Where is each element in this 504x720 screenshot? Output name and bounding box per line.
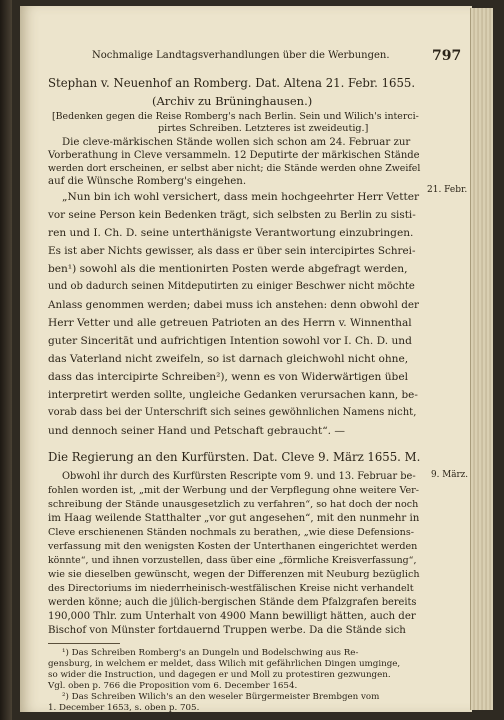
book-spine-shadow [0,0,12,720]
section2-line: fohlen worden ist, „mit der Werbung und der Verpflegung ohne weitere Ver- [48,485,420,496]
section1-note-line: pirtes Schreiben. Letzteres ist zweideutig.] [158,123,369,134]
section1-subtitle: (Archiv zu Brüninghausen.) [152,94,313,108]
section2-line: 190,000 Thlr. zum Unterhalt von 4900 Mann bewilligt hätten, auch der [48,611,416,622]
section2-title: Die Regierung an den Kurfürsten. Dat. Cleve 9. März 1655. M. [48,450,421,464]
letter-line: das Vaterland nicht zweifeln, so ist darnach gleichwohl nicht ohne, [48,353,409,365]
page-number: 797 [432,48,462,64]
page-edges [470,8,493,710]
letter-line: dass das intercipirte Schreiben²), wenn es von Widerwärtigen übel [48,371,408,383]
footnote-divider [48,643,120,644]
section2-line: im Haag weilende Statthalter „vor gut angesehen“, mit den nunmehr in [48,513,420,524]
section2-line: verfassung mit den wenigsten Kosten der Unterthanen eingerichtet werden [48,541,418,552]
letter-line: Anlass genommen werden; dabei muss ich anstehen: denn obwohl der [48,299,420,311]
section1-intro-line: auf die Wünsche Romberg's eingehen. [48,176,247,187]
section2-line: Cleve erschienenen Ständen nochmals zu berathen, „wie diese Defensions- [48,527,415,538]
section2-line: werden könne; auch die jülich-bergischen Stände dem Pfalzgrafen bereits [48,597,417,608]
letter-line: ren und I. Ch. D. seine unterthänigste Verantwortung einzubringen. [48,227,414,239]
section1-title: Stephan v. Neuenhof an Romberg. Dat. Altena 21. Febr. 1655. [48,76,416,90]
letter-line: interpretirt werden sollte, ungleiche Gedanken verursachen kann, be- [48,389,418,401]
section1-note-line: [Bedenken gegen die Reise Romberg's nach Berlin. Sein und Wilich's interci- [52,111,419,122]
section2-line: Obwohl ihr durch des Kurfürsten Rescripte vom 9. und 13. Februar be- [62,471,416,482]
letter-line: vor seine Person kein Bedenken trägt, sich selbsten zu Berlin zu sisti- [48,209,416,221]
letter-line: „Nun bin ich wohl versichert, dass mein hochgeehrter Herr Vetter [62,191,420,203]
section2-line: Bischof von Münster fortdauernd Truppen werbe. Da die Stände sich [48,625,406,636]
section1-intro-line: werden dort erscheinen, er selbst aber nicht; die Stände werden ohne Zweifel [48,163,421,174]
running-title: Nochmalige Landtagsverhandlungen über die Werbungen. [92,50,390,61]
section2-line: schreibung der Stände unausgesetzlich zu verfahren“, so hat doch der noch [48,499,419,510]
letter-line: und ob dadurch seinen Mitdeputirten zu einiger Beschwer nicht möchte [48,281,415,292]
footnote-line: 1. December 1653, s. oben p. 705. [48,703,200,713]
section2-line: wie sie dieselben gewünscht, wegen der Differenzen mit Neuburg bezüglich [48,569,420,580]
footnote-line: ¹) Das Schreiben Romberg's an Dungeln und Bodelschwing aus Re- [62,648,359,658]
letter-line: Es ist aber Nichts gewisser, als dass er über sein intercipirtes Schrei- [48,245,416,257]
footnote-line: so wider die Instruction, und dagegen er und Moll zu protestiren gezwungen. [48,670,391,680]
footnote-line: ²) Das Schreiben Wilich's an den weseler Bürgermeister Brembgen vom [62,692,380,702]
footnote-line: gensburg, in welchem er meldet, dass Wilich mit gefährlichen Dingen umginge, [48,659,401,669]
letter-line: ben¹) sowohl als die mentionirten Posten werde abgefragt werden, [48,263,408,275]
letter-line: und dennoch seiner Hand und Petschaft gebraucht“. — [48,425,345,437]
footnote-line: Vgl. oben p. 766 die Proposition vom 6. December 1654. [48,681,298,691]
section2-line: des Directoriums im niederrheinisch-westfälischen Kreise nicht verhandelt [48,583,414,594]
letter-line: vorab dass bei der Unterschrift sich seines gewöhnlichen Namens nicht, [48,407,417,418]
section1-intro-line: Die cleve-märkischen Stände wollen sich schon am 24. Februar zur [62,137,411,148]
letter-line: Herr Vetter und alle getreuen Patrioten an des Herrn v. Winnenthal [48,317,412,329]
section2-line: könnte“, und ihnen vorzustellen, dass über eine „förmliche Kreisverfassung“, [48,555,417,566]
margin-date: 21. Febr. [427,185,468,195]
margin-date: 9. März. [431,470,469,480]
letter-line: guter Sinceritāt und aufrichtigen Intention sowohl vor I. Ch. D. und [48,335,412,347]
section1-intro-line: Vorberathung in Cleve versammeln. 12 Deputirte der märkischen Stände [48,150,420,161]
